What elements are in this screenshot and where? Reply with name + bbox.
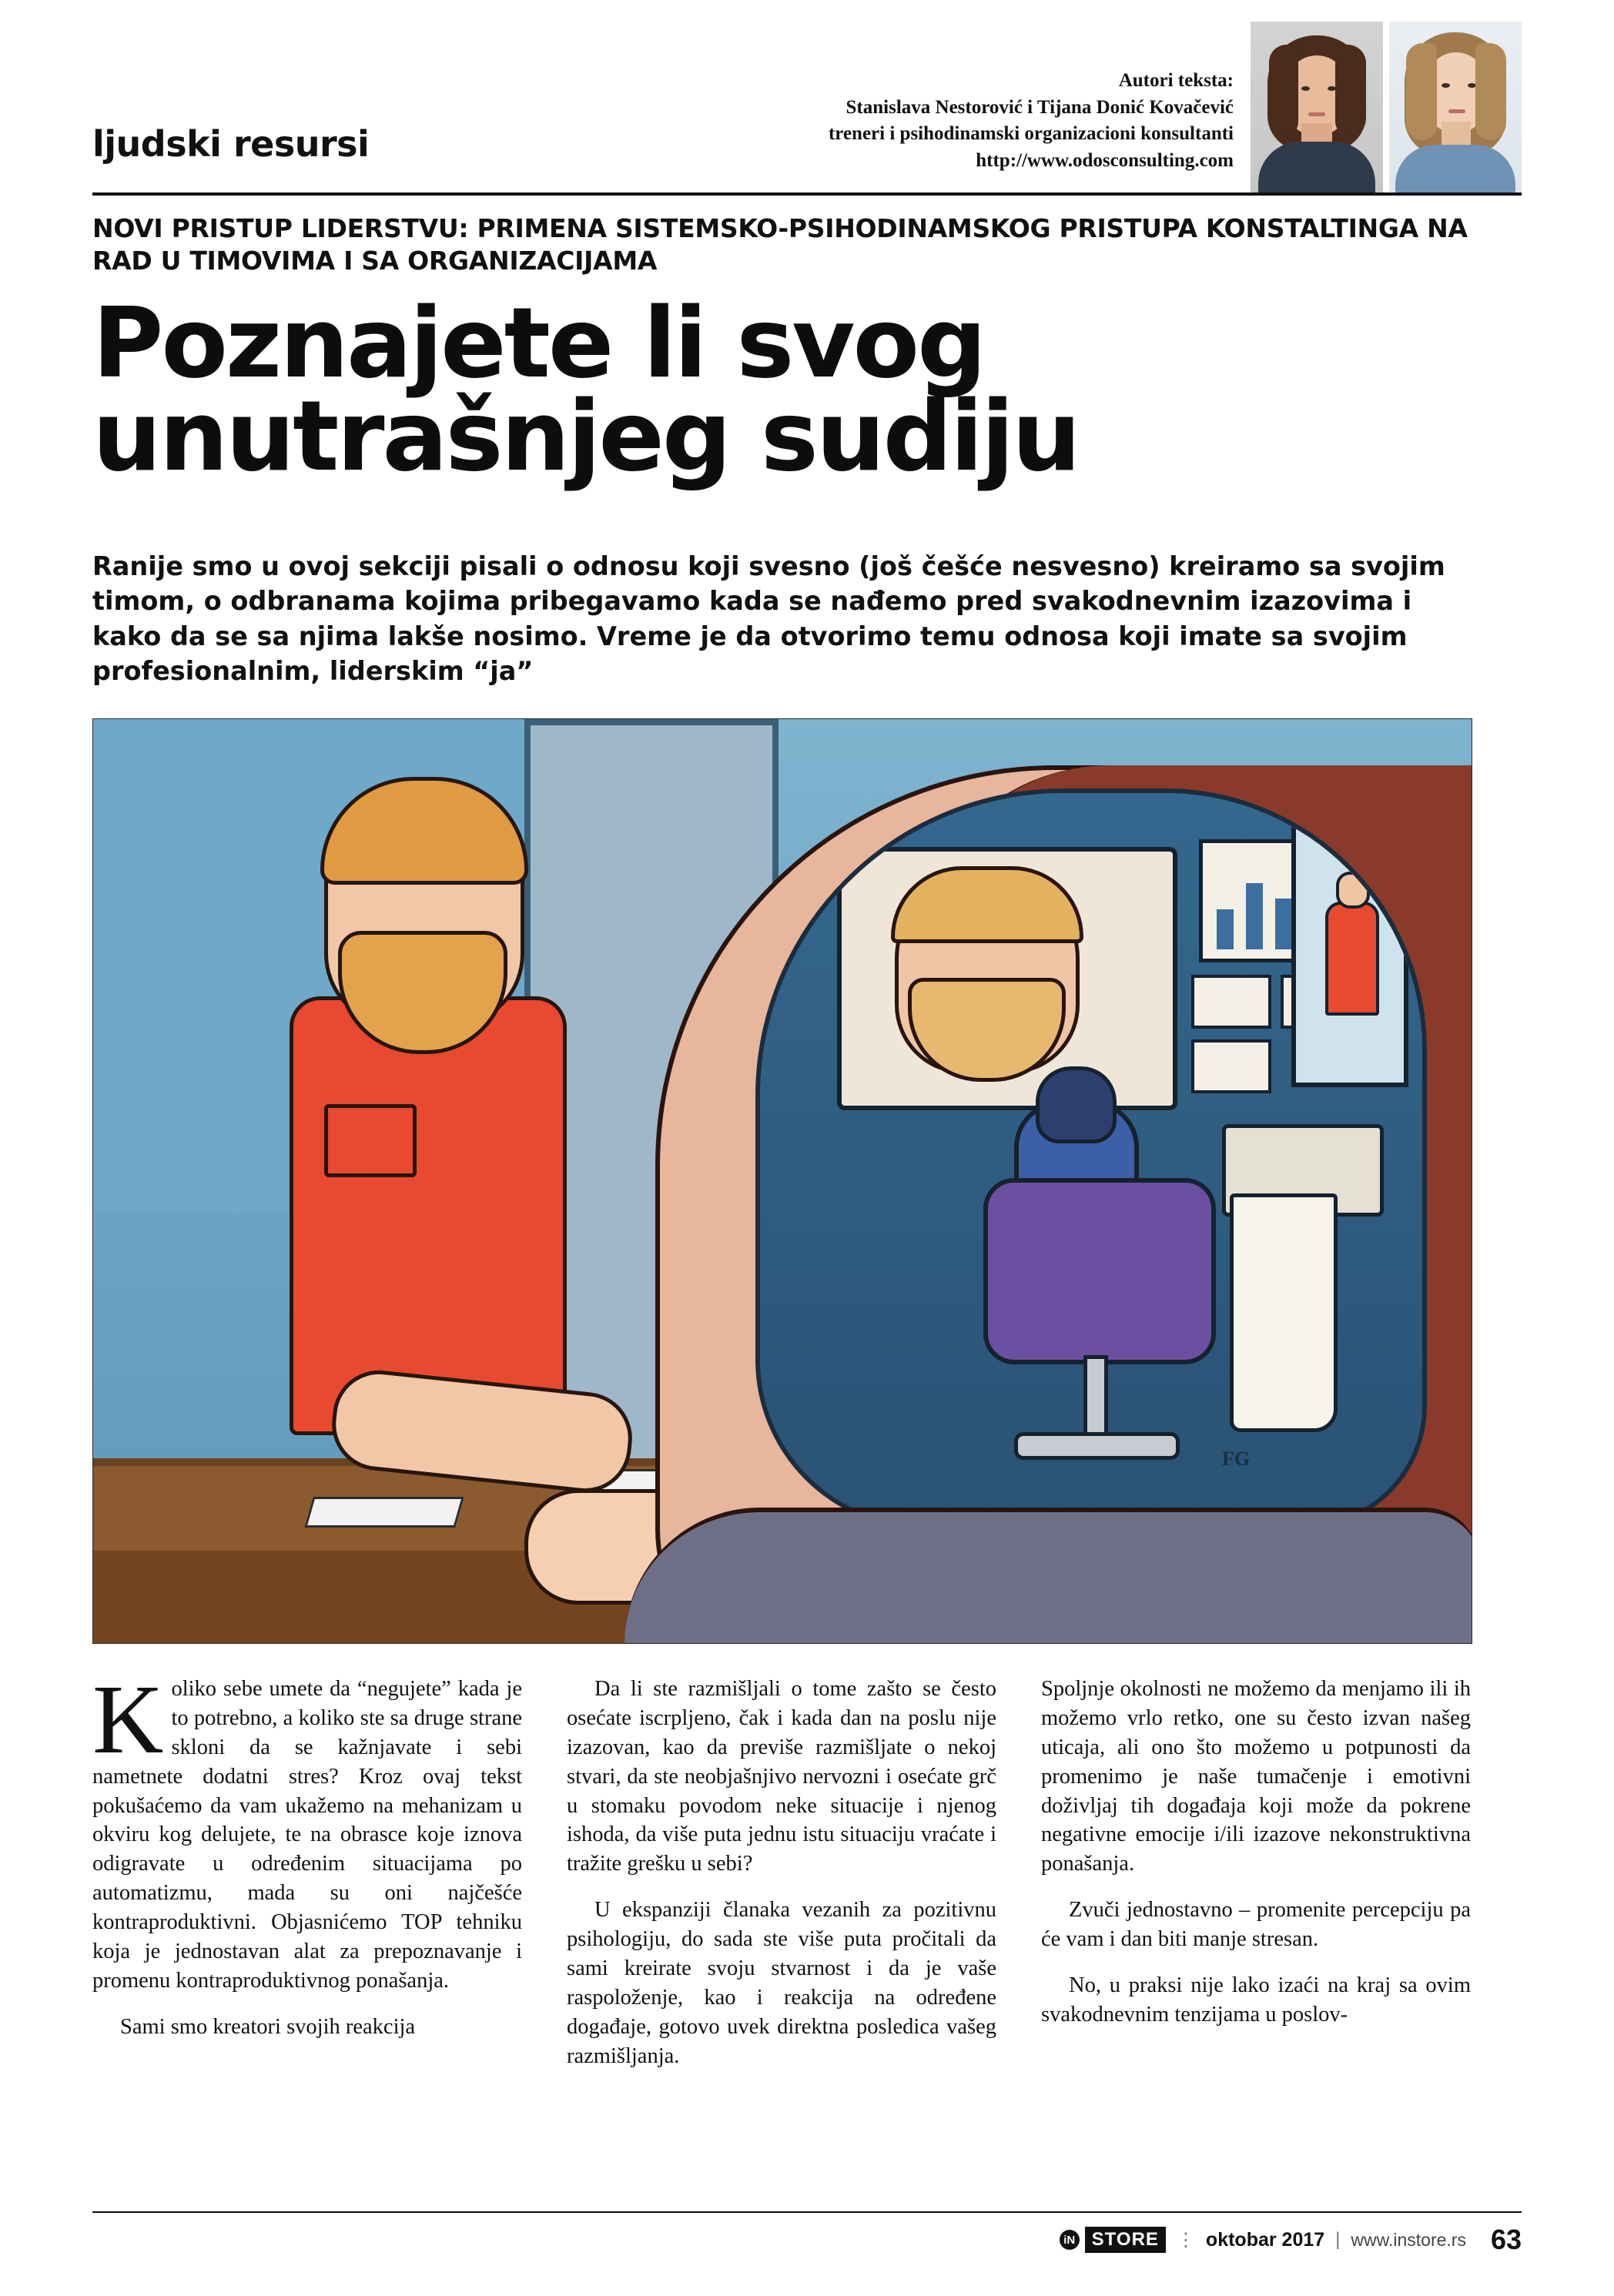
portrait-mouth xyxy=(1308,112,1325,116)
drop-cap: K xyxy=(92,1664,164,1774)
portrait-eye-left xyxy=(1442,83,1450,88)
mind-printout xyxy=(1230,1193,1338,1432)
portrait-shoulders xyxy=(1258,142,1375,192)
instore-mark-icon: iN xyxy=(1060,2230,1080,2250)
body-paragraph: Da li ste razmišljali o tome zašto se često osećate iscrpljeno, čak i kada dan na poslu nije izazovan, kao da previše razmišljate o nekoj stvari, da ste neobjašnjivo nervozni i osećate grč u stomaku povodom neke situacije i njenog ishoda, da više puta jednu istu situaciju vraćate i tražite grešku u sebi? xyxy=(567,1676,996,1876)
footer-website: www.instore.rs xyxy=(1351,2229,1466,2250)
mind-note xyxy=(1191,1039,1271,1093)
body-paragraph: Zvuči jednostavno – promenite percepciju pa će vam i dan biti manje stresan. xyxy=(1041,1898,1471,1952)
mind-window-figure-head xyxy=(1336,872,1370,909)
footer-divider xyxy=(92,2211,1522,2213)
mind-note xyxy=(1191,975,1271,1029)
body-paragraph xyxy=(92,1664,522,1996)
body-paragraph: Spoljnje okolnosti ne možemo da menjamo ili ih možemo vrlo retko, one su često izvan našeg uticaja, ali ono što možemo u potpunosti da promenimo je naše tumačenje i emotivni doživljaj tih događaja koji može da pokrene negativne emocije i/ili izazove nekonstruktivna ponašanja. xyxy=(1041,1676,1471,1876)
body-column-1 xyxy=(92,1664,522,2088)
illustration-paper-left xyxy=(304,1497,464,1528)
body-column-3 xyxy=(1041,1675,1471,2088)
mind-window xyxy=(1291,824,1408,1087)
authors-names: Stanislava Nestorović i Tijana Donić Kovačević xyxy=(846,96,1234,118)
article-body xyxy=(92,1664,1471,2088)
author-photos xyxy=(1251,22,1522,192)
mind-seated-person-head xyxy=(1036,1066,1117,1143)
illustration-mind-scene xyxy=(755,788,1427,1529)
body-paragraph: Sami smo kreatori svojih reakcija xyxy=(120,2014,416,2039)
footer-separator: ⋮ xyxy=(1176,2229,1195,2251)
author-portrait-2 xyxy=(1389,22,1522,192)
instore-logo xyxy=(1060,2227,1166,2253)
masthead-divider xyxy=(92,192,1522,196)
portrait-hair-right xyxy=(1335,45,1366,136)
section-label: ljudski resursi xyxy=(92,123,370,165)
illustration-man-shirt xyxy=(290,996,567,1435)
article-illustration xyxy=(92,718,1472,1644)
portrait-hair-left xyxy=(1269,45,1298,136)
authors-role: treneri i psihodinamski organizacioni konsultanti xyxy=(828,123,1234,144)
portrait-eye-left xyxy=(1301,86,1310,91)
authors-website: http://www.odosconsulting.com xyxy=(976,149,1234,171)
mind-chair-base xyxy=(1014,1432,1180,1460)
illustration-signature: FG xyxy=(1222,1447,1251,1470)
authors-text xyxy=(829,68,1251,192)
portrait-shoulders xyxy=(1395,145,1515,192)
article-kicker: NOVI PRISTUP LIDERSTVU: PRIMENA SISTEMSKO-PSIHODINAMSKOG PRISTUPA KONSTALTINGA NA RAD U TIMOVIMA I SA ORGANIZACIJAMA xyxy=(92,213,1468,276)
headline-line-2: unutrašnjeg sudiju xyxy=(92,380,1079,494)
illustration-foreground-shoulder xyxy=(625,1508,1472,1643)
body-paragraph-text: oliko sebe umete da “negujete” kada je to potrebno, a koliko ste sa druge strane skloni da se kažnjavate i sebi nametnete dodatni stres? Kroz ovaj tekst pokušaćemo da vam ukažemo na mehanizam u okviru kog delujete, te na obrasce koje iznova odigravate u određenim situacijama po automatizmu, mada su oni najčešće kontraproduktivni. Objasnićemo TOP tehniku koja je jednostavan alat za prepoznavanje i promenu kontraproduktivnog ponašanja. xyxy=(92,1676,522,1993)
body-paragraph: No, u praksi nije lako izaći na kraj sa ovim svakodnevnim tenzijama u poslov- xyxy=(1041,1973,1471,2027)
mind-chair-back xyxy=(983,1178,1216,1364)
mind-window-figure xyxy=(1325,902,1379,1016)
body-column-2 xyxy=(567,1675,996,2088)
article-standfirst: Ranije smo u ovoj sekciji pisali o odnosu koji svesno (još češće nesvesno) kreiramo sa svojim timom, o odbranama kojima pribegavamo kada se nađemo pred svakodnevnim izazovima i kako da se sa njima lakše nosimo. Vreme je da otvorimo temu odnosa koji imate sa svojim profesionalnim, liderskim “ja” xyxy=(92,551,1445,687)
author-portrait-1 xyxy=(1251,22,1383,192)
footer-issue-date: oktobar 2017 xyxy=(1205,2228,1325,2251)
masthead xyxy=(92,0,1522,192)
page-footer xyxy=(92,2224,1522,2256)
body-paragraph: U ekspanziji članaka vezanih za pozitivnu psihologiju, do sada ste više puta pročitali da sami kreirate svoju stvarnost i da je vaše raspoloženje, kao i reakcija na određene događaje, gotovo uvek direktna posledica vašeg razmišljanja. xyxy=(567,1898,996,2068)
headline-line-1: Poznajete li svog xyxy=(92,286,985,400)
mind-chart-bar xyxy=(1275,899,1292,949)
mind-chart-bar xyxy=(1217,909,1234,949)
page-title xyxy=(92,286,1522,494)
page-number: 63 xyxy=(1490,2224,1522,2255)
portrait-hair-left xyxy=(1406,43,1437,140)
authors-block xyxy=(829,22,1522,192)
mind-chart-bar xyxy=(1246,883,1263,949)
footer-brand: STORE xyxy=(1085,2227,1166,2253)
illustration-man-pocket xyxy=(324,1104,417,1177)
portrait-hair-right xyxy=(1475,43,1506,140)
authors-label: Autori teksta: xyxy=(1118,70,1234,91)
portrait-mouth xyxy=(1448,109,1465,113)
footer-divider-pipe: | xyxy=(1335,2229,1341,2250)
